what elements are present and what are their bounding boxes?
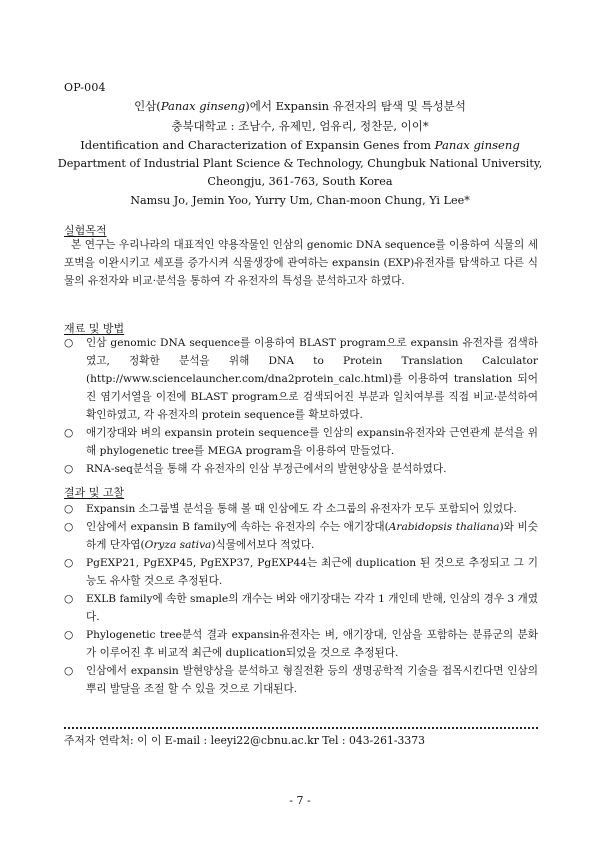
- contact-info: 주저자 연락처: 이 이 E-mail : leeyi22@cbnu.ac.kr Tel : 043-261-3373: [64, 734, 425, 747]
- bullet-circle-icon: ○: [64, 557, 74, 569]
- title-korean-species: Panax ginseng: [160, 99, 246, 113]
- list-item: [64, 626, 538, 662]
- list-item-text: PgEXP21, PgEXP45, PgEXP37, PgEXP44는 최근에 duplication 된 것으로 추정되고 그 기능도 유사할 것으로 추정된다.: [86, 557, 538, 587]
- list-item-text-part: )식물에서보다 적었다.: [211, 539, 315, 551]
- affiliation-line-1: Department of Industrial Plant Science & Technology, Chungbuk National University,: [57, 157, 543, 170]
- bullet-circle-icon: ○: [64, 463, 74, 475]
- list-item: [64, 590, 538, 626]
- authors-korean: 충북대학교 : 조남수, 유제민, 엄유리, 정찬문, 이이*: [171, 119, 429, 133]
- dotted-divider: [64, 727, 538, 729]
- section-heading-results: 결과 및 고찰: [64, 486, 125, 499]
- list-item: [64, 500, 538, 518]
- affiliation-line-2: Cheongju, 361-763, South Korea: [207, 175, 393, 188]
- page-number: - 7 -: [289, 794, 311, 807]
- species-name-oryza: Oryza sativa: [144, 539, 212, 551]
- list-item-text-part: 인삼에서 expansin B family에 속하는 유전자의 수는 애기장대(: [86, 521, 389, 533]
- section-heading-methods: 재료 및 방법: [64, 322, 125, 335]
- bullet-circle-icon: ○: [64, 665, 74, 677]
- list-item-text: Expansin 소그룹별 분석을 통해 볼 때 인삼에도 각 소그룹의 유전자가 모두 포함되어 있었다.: [86, 503, 517, 515]
- title-korean-suffix: )에서 Expansin 유전자의 탐색 및 특성분석: [245, 99, 466, 113]
- bullet-circle-icon: ○: [64, 337, 74, 349]
- list-item-text-part: )와 비슷하게 단자엽(: [86, 521, 538, 551]
- list-item-text: RNA-seq분석을 통해 각 유전자의 인삼 부정근에서의 발현양상을 분석하였다.: [86, 463, 447, 475]
- results-list: [64, 500, 538, 698]
- list-item-text: 인삼 genomic DNA sequence를 이용하여 BLAST program으로 expansin 유전자를 검색하였고, 정확한 분석을 위해 DNA to Protein Translation Calculator (http://www.sciencelauncher.com/dna2protein_calc.html)를 이용하여 translation 되어진 염기서열을 이전에 BLAST program으로 검색되어진 부분과 일치여부를 직접 비교·분석하여 확인하였고, 각 유전자의 protein sequence를 확보하였다.: [86, 337, 539, 421]
- species-name-arabidopsis: Arabidopsis thaliana: [388, 521, 500, 533]
- list-item: [64, 554, 538, 590]
- objective-paragraph: 본 연구는 우리나라의 대표적인 약용작물인 인삼의 genomic DNA sequence를 이용하여 식물의 세포벽을 이완시키고 세포를 증가시켜 식물생장에 관여하는 expansin (EXP)유전자를 탐색하고 다른 식물의 유전자와 비교·분석을 통하여 각 유전자의 특성을 분석하고자 하였다.: [64, 239, 538, 287]
- bullet-circle-icon: ○: [64, 427, 74, 439]
- list-item: [64, 662, 538, 698]
- authors-english: Namsu Jo, Jemin Yoo, Yurry Um, Chan-moon Chung, Yi Lee*: [130, 194, 470, 207]
- list-item: [64, 460, 538, 478]
- list-item-text: 인삼에서 expansin 발현양상을 분석하고 형질전환 등의 생명공학적 기술을 접목시킨다면 인삼의 뿌리 발달을 조절 할 수 있을 것으로 기대된다.: [86, 665, 538, 695]
- list-item-text: EXLB family에 속한 smaple의 개수는 벼와 애기장대는 각각 1 개인데 반해, 인삼의 경우 3 개였다.: [86, 593, 538, 623]
- title-korean: [56, 98, 544, 114]
- title-english-prefix: Identification and Characterization of Expansin Genes from: [80, 138, 435, 152]
- section-heading-objective: 실험목적: [64, 224, 107, 237]
- title-english-species: Panax ginseng: [434, 138, 520, 152]
- abstract-code: OP-004: [64, 81, 106, 94]
- title-korean-prefix: 인삼(: [134, 99, 161, 113]
- list-item: [64, 518, 538, 554]
- list-item-text: Phylogenetic tree분석 결과 expansin유전자는 벼, 애기장대, 인삼을 포함하는 분류군의 분화가 이루어진 후 비교적 최근에 duplication되었을 것으로 추정된다.: [86, 629, 538, 659]
- bullet-circle-icon: ○: [64, 593, 74, 605]
- list-item: [64, 334, 538, 424]
- title-english: [56, 138, 544, 152]
- bullet-circle-icon: ○: [64, 521, 74, 533]
- bullet-circle-icon: ○: [64, 629, 74, 641]
- bullet-circle-icon: ○: [64, 503, 74, 515]
- list-item: [64, 424, 538, 460]
- list-item-text: 애기장대와 벼의 expansin protein sequence를 인삼의 expansin유전자와 근연관계 분석을 위해 phylogenetic tree를 MEGA program을 이용하여 만들었다.: [86, 427, 538, 457]
- methods-list: [64, 334, 538, 478]
